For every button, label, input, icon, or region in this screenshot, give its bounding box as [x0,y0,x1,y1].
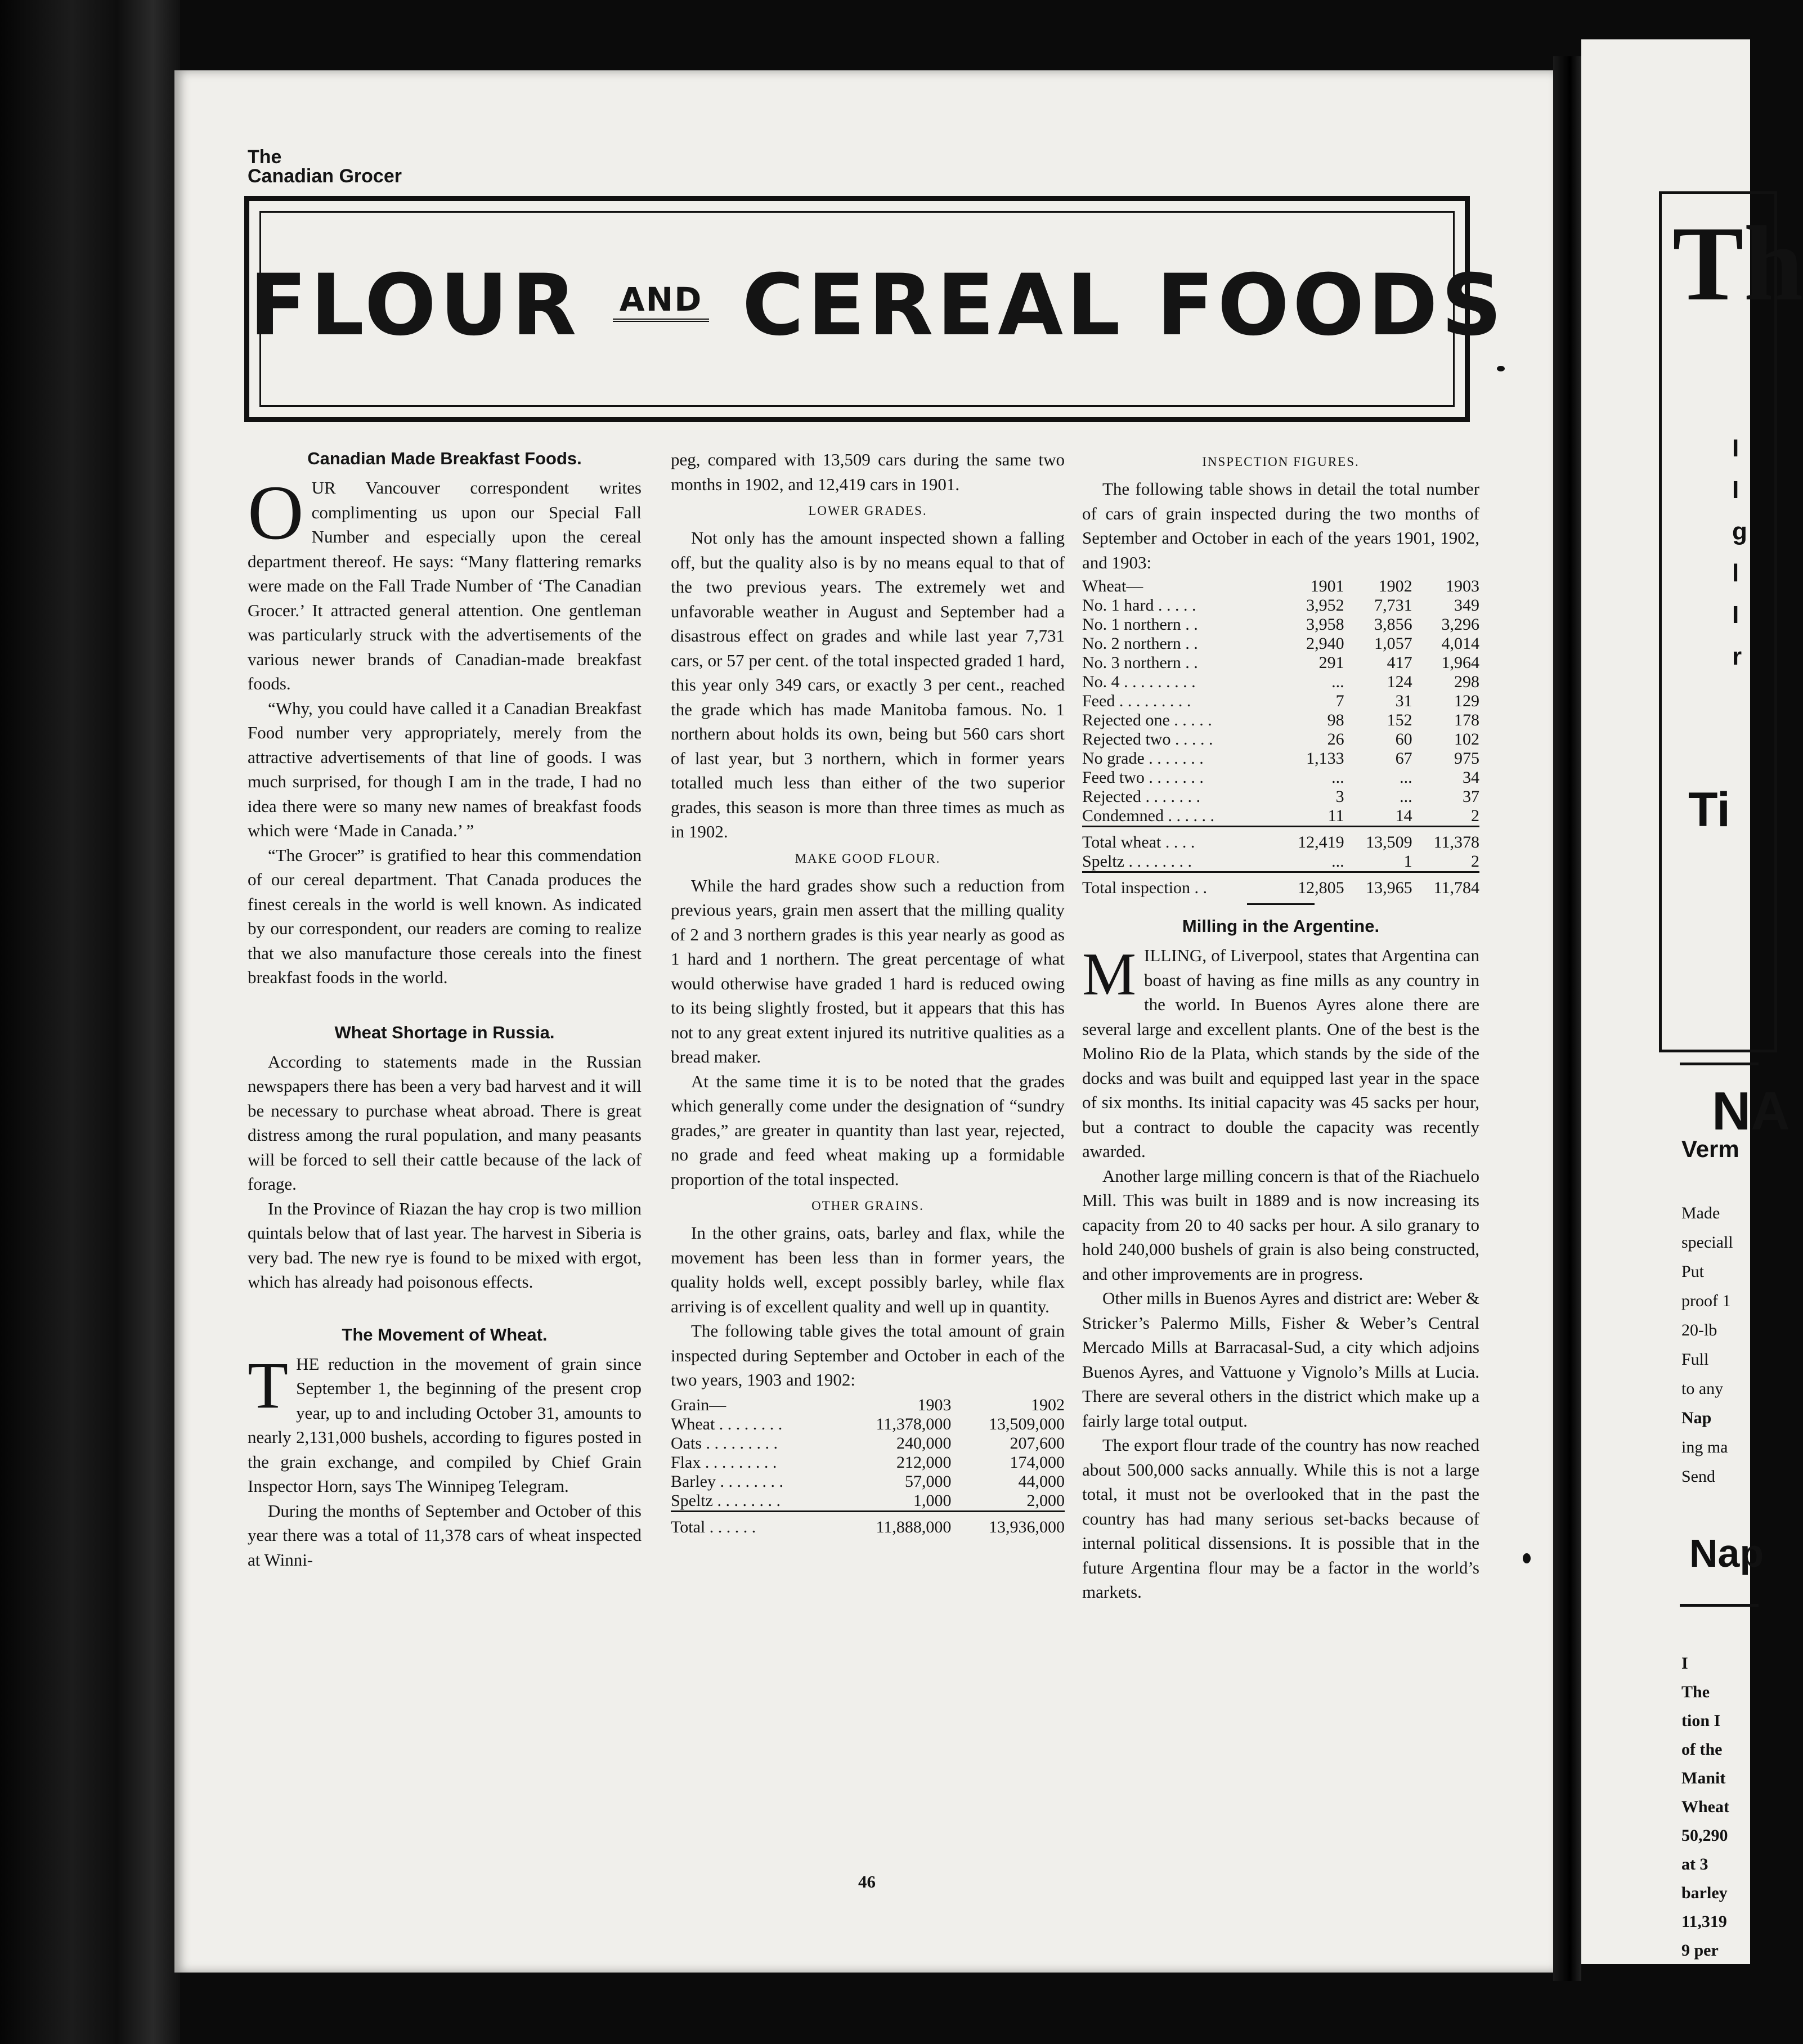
row-value: 1,000 [913,1491,952,1510]
running-head-line1: The [248,146,282,168]
row-label: No. 1 hard . . . . . [1082,596,1196,615]
grain-table-row [671,1472,1065,1491]
page-gutter [1553,56,1581,1981]
movement-heading: The Movement of Wheat. [342,1324,548,1344]
facing-page-ti: Ti [1688,783,1730,837]
grain-table-total [671,1511,1065,1537]
movement-drop-cap: T [248,1348,289,1422]
facing-page-big-title: Th [1672,205,1803,323]
row-label: Rejected two . . . . . [1082,730,1213,748]
row-value: 1902 [1031,1395,1065,1414]
other-grains-paragraph-1: In the other grains, oats, barley and flax, while the movement has been less than in former years, the quality holds well, except possibly barley, while flax arriving is of excellent quality and well up in quantity. [671,1223,1065,1316]
row-value: 3,958 [1306,615,1344,634]
russia-paragraph-1: According to statements made in the Russian newspapers there has been a very bad harvest and it will be necessary to purchase wheat abroad. There is great distress among the rural population, and many peasants will be forced to sell their cattle because of the lack of forage. [248,1051,642,1194]
column-3 [1082,447,1479,2044]
row-label: Feed two . . . . . . . [1082,768,1204,787]
row-value: 13,936,000 [951,1511,1065,1537]
argentine-paragraph-1: MILLING, of Liverpool, states that Argentina can boast of having as fine mills as any country in the world. In Buenos Ayres alone there are several large and excellent plants. One of the best is the Molino Rio de la Plata, which stands by the side of the docks and was built and equipped last year in the space of six months. Its initial capacity was 45 sacks per hour, but a contract to double the capacity was recently awarded. [1082,941,1479,1161]
row-value: 1,133 [1306,749,1344,768]
inspection-table-row [1082,615,1479,634]
row-value: 102 [1454,730,1479,748]
row-value: 291 [1318,653,1344,672]
facing-page-nap: Nap [1689,1531,1764,1575]
russia-paragraph-2: In the Province of Riazan the hay crop is two million quintals below that of last year. The harvest in Siberia is very bad. The new rye is found to be mixed with ergot, which has already had poisonous effects. [248,1198,642,1292]
row-value: 2,940 [1306,634,1344,653]
row-value: 26 [1327,730,1344,748]
masthead-frame [244,196,1506,422]
row-value: 60 [1395,730,1412,748]
inspection-table-header [1082,577,1479,596]
argentine-drop-cap: M [1082,941,1137,1008]
masthead-and: AND [613,280,710,322]
row-value: 178 [1454,711,1479,729]
row-value: 31 [1395,692,1412,710]
facing-page-rule-2 [1680,1604,1759,1607]
row-value: 1 [1403,852,1412,871]
row-value: ... [1331,852,1344,871]
row-value: 2 [1471,806,1479,825]
row-label: Condemned . . . . . . [1082,806,1214,825]
row-value: 152 [1387,711,1412,729]
row-value: 129 [1454,692,1479,710]
row-label: Flax . . . . . . . . . [671,1453,777,1472]
grain-table-row [671,1491,1065,1512]
argentine-paragraph-2: Another large milling concern is that of the Riachuelo Mill. This was built in 1889 and is now increasing its capacity from 20 to 40 sacks per hour. A silo granary to hold 240,000 bushels of grain is also being constructed, and other improvements are in progress. [1082,1166,1479,1284]
row-label: No grade . . . . . . . [1082,749,1204,768]
grain-table [671,1396,1065,1537]
row-value: 207,600 [1010,1433,1065,1453]
inspection-table-row [1082,596,1479,615]
row-value: 11,378,000 [876,1414,952,1433]
facing-page-lines: Made speciall Put proof 1 20-lb Full to any Nap ing ma Send [1681,1204,1733,1486]
other-grains-paragraph-2: The following table gives the total amount of grain inspected during September and October in each of the two years, 1903 and 1902: [671,1321,1065,1389]
row-value: 1,964 [1441,653,1479,672]
make-good-flour-heading: MAKE GOOD FLOUR. [795,851,941,866]
make-good-flour-paragraph-2: At the same time it is to be noted that the grades which generally come under the designation of “sundry grades,” are greater in quantity than last year, rejected, no grade and feed wheat making up a formidable proportion of the total inspected. [671,1071,1065,1189]
breakfast-paragraph-3: “The Grocer” is gratified to hear this commendation of our cereal department. That Canada produces the finest cereals in the world is well known. As indicated by our correspondent, our readers are coming to realize that we also manufacture those cereals into the finest breakfast foods in the world. [248,845,642,987]
inspection-table-total-wheat [1082,827,1479,853]
argentine-heading: Milling in the Argentine. [1182,916,1380,936]
breakfast-heading: Canadian Made Breakfast Foods. [307,449,582,468]
row-label: Total . . . . . . [671,1511,839,1537]
row-value: 975 [1454,749,1479,768]
argentine-paragraph-4: The export flour trade of the country has now reached about 500,000 sacks annually. While this is not a large total, it must not be overlooked that in the past the country has had many serious set-backs because of internal political dissensions. It is possible that in the future Argentina flour may be a factor in the world’s markets. [1082,1435,1479,1602]
movement-paragraph-1: THE reduction in the movement of grain since September 1, the beginning of the present crop year, up to and including October 31, amounts to nearly 2,131,000 bushels, according to figures posted in the grain exchange, and compiled by Chief Grain Inspector Horn, says The Winnipeg Telegram. [248,1348,642,1496]
inspection-table-row [1082,653,1479,673]
row-value: 67 [1395,749,1412,768]
facing-page-letters: I I g l I r [1732,434,1747,670]
row-value: ... [1400,787,1412,806]
row-label: Rejected one . . . . . [1082,711,1212,729]
masthead-title [249,257,1506,355]
grain-table-row [671,1434,1065,1453]
inspection-table-row [1082,730,1479,749]
row-value: ... [1400,768,1412,787]
row-value: 2,000 [1026,1491,1065,1510]
row-value: 3,952 [1306,596,1344,615]
row-label: No. 4 . . . . . . . . . [1082,673,1196,691]
facing-page-bottom-lines: I The tion I of the Manit Wheat 50,290 at 3 barley 11,319 9 per [1681,1654,1729,1960]
breakfast-paragraph-1: OUR Vancouver correspondent writes complimenting us upon our Special Fall Number and especially upon the cereal department thereof. He says: “Many flattering remarks were made on the Fall Trade Number of ‘The Canadian Grocer.’ It attracted general attention. One gentleman was particularly struck with the advertisements of the various newer brands of Canadian-made breakfast foods. [248,469,642,693]
row-label: Total inspection . . [1082,872,1276,898]
grain-table-row [671,1453,1065,1472]
section-divider [1247,903,1315,905]
running-head-line2: Canadian Grocer [248,165,402,187]
row-label: Grain— [671,1395,726,1414]
row-value: 12,805 [1276,872,1344,898]
row-value: 1901 [1310,577,1344,595]
breakfast-drop-cap: O [248,469,304,555]
row-label: No. 1 northern . . [1082,615,1198,634]
column-1 [248,447,642,2044]
row-value: 37 [1463,787,1479,806]
row-label: Wheat— [1082,577,1143,595]
argentine-paragraph-3: Other mills in Buenos Ayres and district are: Weber & Stricker’s Palermo Mills, Fisher & Weber’s Central Mercado Mills at Barracasal-Sud, a city which adjoins Buenos Ayres, and Vattuone y Vignolo’s Mills at Lucia. There are several others in the district which make up a fairly large total output. [1082,1288,1479,1431]
row-value: 14 [1395,806,1412,825]
row-value: 212,000 [896,1453,952,1472]
row-value: 3 [1335,787,1344,806]
row-value: 298 [1454,673,1479,691]
row-value: 11 [1327,806,1344,825]
inspection-table-row [1082,692,1479,711]
row-label: Rejected . . . . . . . [1082,787,1200,806]
row-label: Feed . . . . . . . . . [1082,692,1191,710]
facing-page-verm: Verm [1681,1136,1739,1162]
russia-heading: Wheat Shortage in Russia. [334,1022,555,1042]
row-label: No. 2 northern . . [1082,634,1198,653]
row-value: 2 [1471,852,1479,871]
row-value: 174,000 [1010,1453,1065,1472]
masthead-right: CEREAL FOODS [742,257,1506,355]
row-label: Speltz . . . . . . . . [671,1491,781,1510]
movement-paragraph-2: During the months of September and October of this year there was a total of 11,378 cars of wheat inspected at Winni- [248,1500,642,1570]
row-label: Total wheat . . . . [1082,827,1276,853]
row-value: 1,057 [1374,634,1412,653]
masthead-left: FLOUR [249,257,580,355]
inspection-heading: INSPECTION FIGURES. [1202,455,1360,469]
row-label: Oats . . . . . . . . . [671,1433,778,1453]
row-value: 7 [1335,692,1344,710]
lower-grades-paragraph: Not only has the amount inspected shown a falling off, but the quality also is by no means equal to that of the two previous years. The extremely wet and unfavorable weather in August and September had a disastrous effect on grades and while last year 7,731 cars, or 57 per cent. of the total inspected graded 1 hard, this year only 349 cars, or exactly 3 per cent., reached the grade which has made Manitoba famous. No. 1 northern about holds its own, being but 560 cars short of last year, but 3 northern, which in former years totalled much less than either of the two superior grades, this season is more than three times as much as in 1902. [671,528,1065,841]
inspection-paragraph: The following table shows in detail the total number of cars of grain inspected during the two months of September and October in each of the years 1901, 1902, and 1903: [1082,479,1479,572]
row-label: Barley . . . . . . . . [671,1472,783,1491]
inspection-table-total [1082,872,1479,898]
book-spine [0,0,180,2044]
row-value: 3,856 [1374,615,1412,634]
grain-table-header [671,1396,1065,1415]
row-label: Wheat . . . . . . . . [671,1414,783,1433]
row-value: ... [1331,768,1344,787]
wheat-continued-paragraph: peg, compared with 13,509 cars during the same two months in 1902, and 12,419 cars in 1901. [671,450,1065,494]
inspection-table-row [1082,711,1479,730]
inspection-table-row [1082,806,1479,827]
row-value: 11,378 [1412,827,1479,853]
row-value: 98 [1327,711,1344,729]
row-value: 1902 [1378,577,1412,595]
page-number: 46 [858,1872,876,1891]
row-label: No. 3 northern . . [1082,653,1198,672]
row-value: 240,000 [896,1433,952,1453]
facing-page [1581,39,1803,1964]
row-value: 44,000 [1018,1472,1065,1491]
grain-table-row [671,1415,1065,1434]
row-value: 11,784 [1412,872,1479,898]
row-value: 11,888,000 [839,1511,952,1537]
inspection-table-row [1082,673,1479,692]
inspection-table-row [1082,634,1479,653]
inspection-table [1082,577,1479,898]
row-value: 3,296 [1441,615,1479,634]
row-value: 7,731 [1374,596,1412,615]
ink-speck [1497,366,1505,371]
row-label: Speltz . . . . . . . . [1082,852,1192,871]
ink-speck [1523,1553,1531,1563]
row-value: ... [1331,673,1344,691]
row-value: 13,509,000 [989,1414,1065,1433]
inspection-table-speltz [1082,852,1479,872]
inspection-table-row [1082,768,1479,787]
row-value: 12,419 [1276,827,1344,853]
row-value: 417 [1387,653,1412,672]
row-value: 57,000 [904,1472,952,1491]
row-value: 34 [1463,768,1479,787]
row-value: 13,965 [1344,872,1412,898]
column-2 [671,447,1065,2044]
make-good-flour-paragraph-1: While the hard grades show such a reduction from previous years, grain men assert that the milling quality of 2 and 3 northern grades is this year nearly as good as 1 hard and 1 northern. The great percentage of what would otherwise have graded 1 hard is reduced owing to its being slightly frosted, but it appears that this has not to any great extent injured its nutritive qualities as a bread maker. [671,875,1065,1066]
running-head [248,147,402,186]
breakfast-paragraph-2: “Why, you could have called it a Canadian Breakfast Food number very appropriately, merely from the attractive advertisements of that line of goods. I was much surprised, for though I am in the trade, I had no idea there were so many new names of breakfast foods which were ‘Made in Canada.’ ” [248,698,642,840]
row-value: 124 [1387,673,1412,691]
row-value: 1903 [1446,577,1479,595]
facing-page-na: NA [1712,1081,1790,1141]
lower-grades-heading: LOWER GRADES. [808,504,927,518]
row-value: 13,509 [1344,827,1412,853]
row-value: 4,014 [1441,634,1479,653]
row-value: 1903 [917,1395,952,1414]
other-grains-heading: OTHER GRAINS. [811,1199,924,1213]
facing-page-rule [1680,1063,1759,1065]
inspection-table-row [1082,749,1479,768]
row-value: 349 [1454,596,1479,615]
inspection-table-row [1082,787,1479,806]
